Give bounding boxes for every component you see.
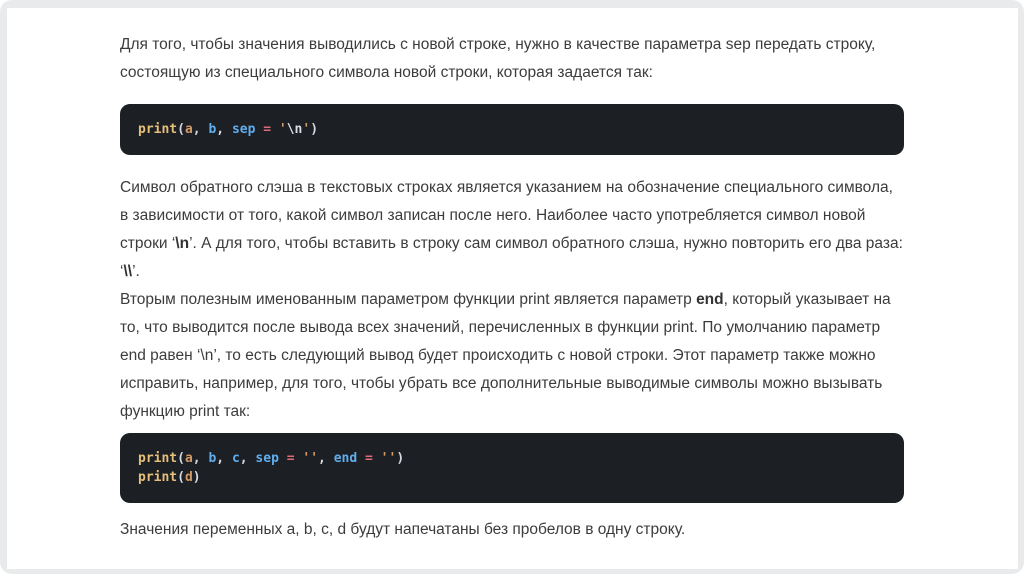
inline-code-backslash: \\	[123, 263, 133, 280]
code-token: '	[302, 122, 311, 137]
code-line	[138, 468, 886, 487]
code-token: (	[177, 451, 185, 466]
code-token: a	[184, 451, 193, 466]
code-block-sep-end	[120, 433, 904, 503]
paragraph-text: Для того, чтобы значения выводились с новой строке, нужно в качестве параметра sep передать строку, состоящую из специального символа новой строки, которая задается так:	[120, 36, 876, 81]
code-token: ,	[318, 451, 334, 466]
code-token: print	[138, 470, 178, 485]
code-token: ,	[216, 451, 232, 466]
code-token: print	[138, 451, 178, 466]
code-token: ,	[192, 122, 209, 137]
code-token: print	[138, 122, 178, 137]
code-token: \n	[286, 122, 303, 137]
code-token: (	[177, 470, 185, 485]
code-line	[138, 120, 886, 139]
code-token: d	[184, 470, 193, 485]
code-token: end	[333, 451, 358, 466]
page	[7, 8, 1018, 569]
paragraph-text: Вторым полезным именованным параметром функции print является параметр	[120, 291, 697, 308]
code-token: sep	[231, 122, 256, 137]
paragraph-conclusion	[120, 516, 904, 544]
code-token: a	[184, 122, 193, 137]
code-token: ''	[302, 451, 319, 466]
code-token: '	[278, 122, 287, 137]
inline-code-end: end	[696, 291, 724, 308]
code-block-sep-newline	[120, 104, 904, 155]
code-token: )	[310, 122, 319, 137]
code-token: =	[255, 122, 279, 137]
code-token: (	[177, 122, 185, 137]
code-token: sep	[255, 451, 279, 466]
code-token: )	[192, 470, 201, 485]
content-area	[120, 8, 904, 544]
paragraph-text: ’. А для того, чтобы вставить в строку сам символ обратного слэша, нужно повторить его два раза: ‘	[120, 235, 903, 280]
code-token: =	[357, 451, 381, 466]
code-token: b	[208, 122, 217, 137]
code-token: ''	[380, 451, 397, 466]
code-token: b	[208, 451, 217, 466]
paragraph-text: Символ обратного слэша в текстовых строках является указанием на обозначение специального символа, в зависимости от того, какой символ записан после него. Наиболее часто употребляется символ новой строки ‘	[120, 179, 893, 252]
code-token: =	[278, 451, 303, 466]
code-token: c	[231, 451, 240, 466]
paragraph-intro	[120, 31, 904, 87]
paragraph-text: , который указывает на то, что выводится после вывода всех значений, перечисленных в функции print. По умолчанию параметр end равен ‘\n’, то есть следующий вывод будет происходить с новой строки. Этот параметр также можно исправить, например, для того, чтобы убрать все дополнительные выводимые символы можно вызывать функцию print так:	[120, 291, 891, 420]
paragraph-backslash	[120, 174, 904, 286]
code-token: ,	[192, 451, 209, 466]
code-token: ,	[216, 122, 232, 137]
code-token: )	[396, 451, 405, 466]
inline-code-newline: \n	[175, 235, 190, 252]
paragraph-text: ’.	[132, 263, 140, 280]
paragraph-text: Значения переменных a, b, c, d будут напечатаны без пробелов в одну строку.	[120, 521, 686, 538]
code-token: ,	[239, 451, 256, 466]
code-line	[138, 449, 886, 468]
paragraph-end-param	[120, 286, 904, 426]
